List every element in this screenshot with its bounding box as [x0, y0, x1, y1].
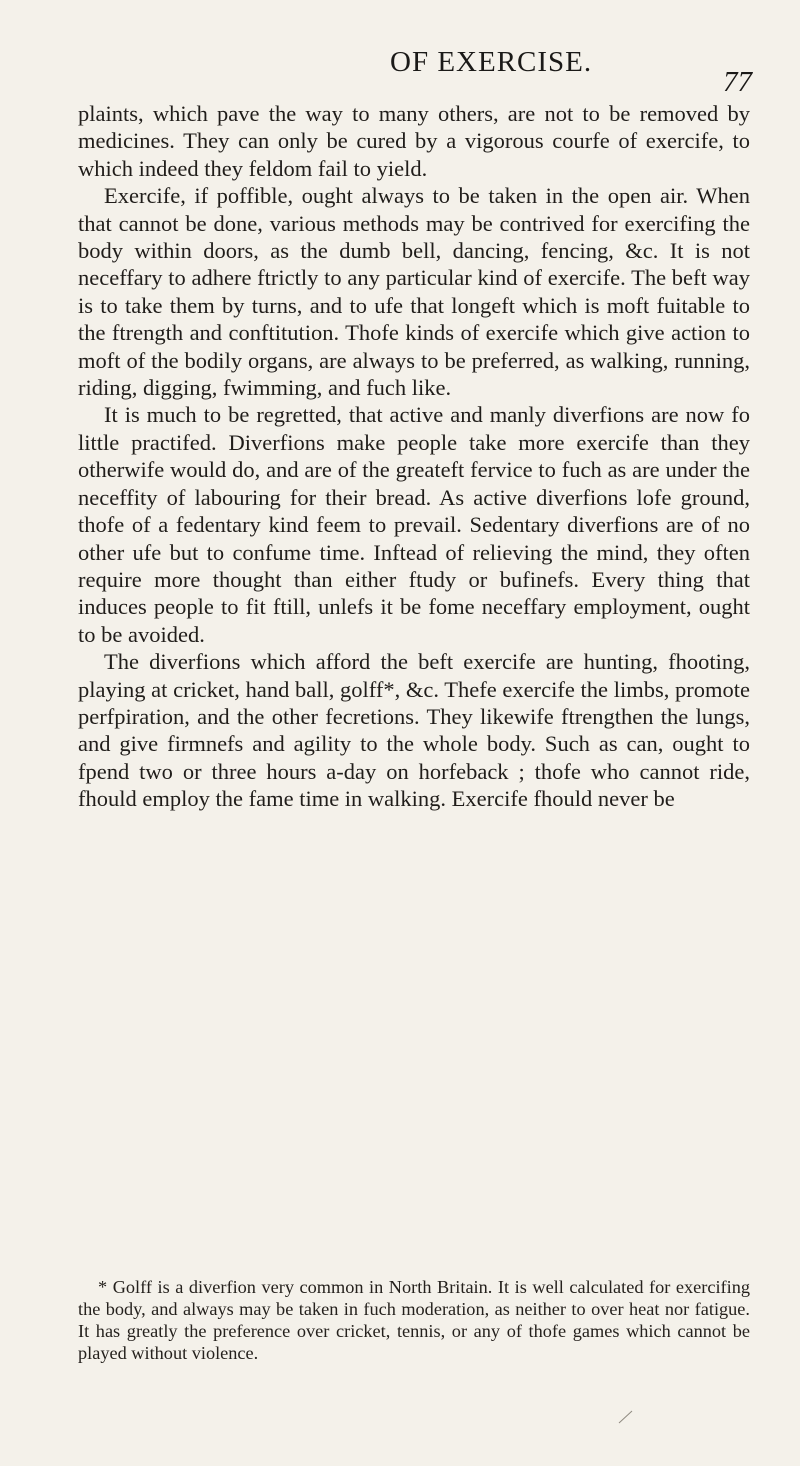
paragraph-4: The diverfions which afford the beft exercife are hunting, fhooting, playing at cricket, hand ball, golff*, &c. Thefe exercife the limbs, promote perfpiration, and the other fecretions. They likewife ftrengthen the lungs, and give firmnefs and agility to the whole body. Such as can, ought to fpend two or three hours a-day on horfeback ; thofe who cannot ride, fhould employ the fame time in walking. Exercife fhould never be — [78, 649, 750, 812]
page-header — [80, 38, 800, 98]
running-head: OF EXERCISE. — [390, 46, 593, 78]
footnote: * Golff is a diverfion very common in North Britain. It is well calculated for exercifing the body, and always may be taken in fuch moderation, as neither to over heat nor fatigue. It has greatly the preference over cricket, tennis, or any of thofe games which cannot be played without violence. — [78, 1277, 750, 1363]
paragraph-2: Exercife, if poffible, ought always to be taken in the open air. When that cannot be done, various methods may be contrived for exercifing the body within doors, as the dumb bell, dancing, fencing, &c. It is not neceffary to adhere ftrictly to any particular kind of exercife. The beft way is to take them by turns, and to ufe that longeft which is moft fuitable to the ftrength and conftitution. Thofe kinds of exercife which give action to moft of the bodily organs, are always to be preferred, as walking, running, riding, digging, fwimming, and fuch like. — [78, 183, 750, 401]
pencil-mark-icon — [618, 1410, 634, 1424]
paragraph-1: plaints, which pave the way to many others, are not to be removed by medicines. They can only be cured by a vigorous courfe of exercife, to which indeed they feldom fail to yield. — [78, 101, 750, 181]
page-number: 77 — [723, 66, 752, 98]
paragraph-3: It is much to be regretted, that active and manly diverfions are now fo little practifed. Diverfions make people take more exercife than they otherwife would do, and are of the greateft fervice to fuch as are under the neceffity of labouring for their bread. As active diverfions lofe ground, thofe of a fedentary kind feem to prevail. Sedentary diverfions are of no other ufe but to confume time. Inftead of relieving the mind, they often require more thought than either ftudy or bufinefs. Every thing that induces people to fit ftill, unlefs it be fome neceffary employment, ought to be avoided. — [78, 402, 750, 647]
body-text — [78, 100, 750, 813]
